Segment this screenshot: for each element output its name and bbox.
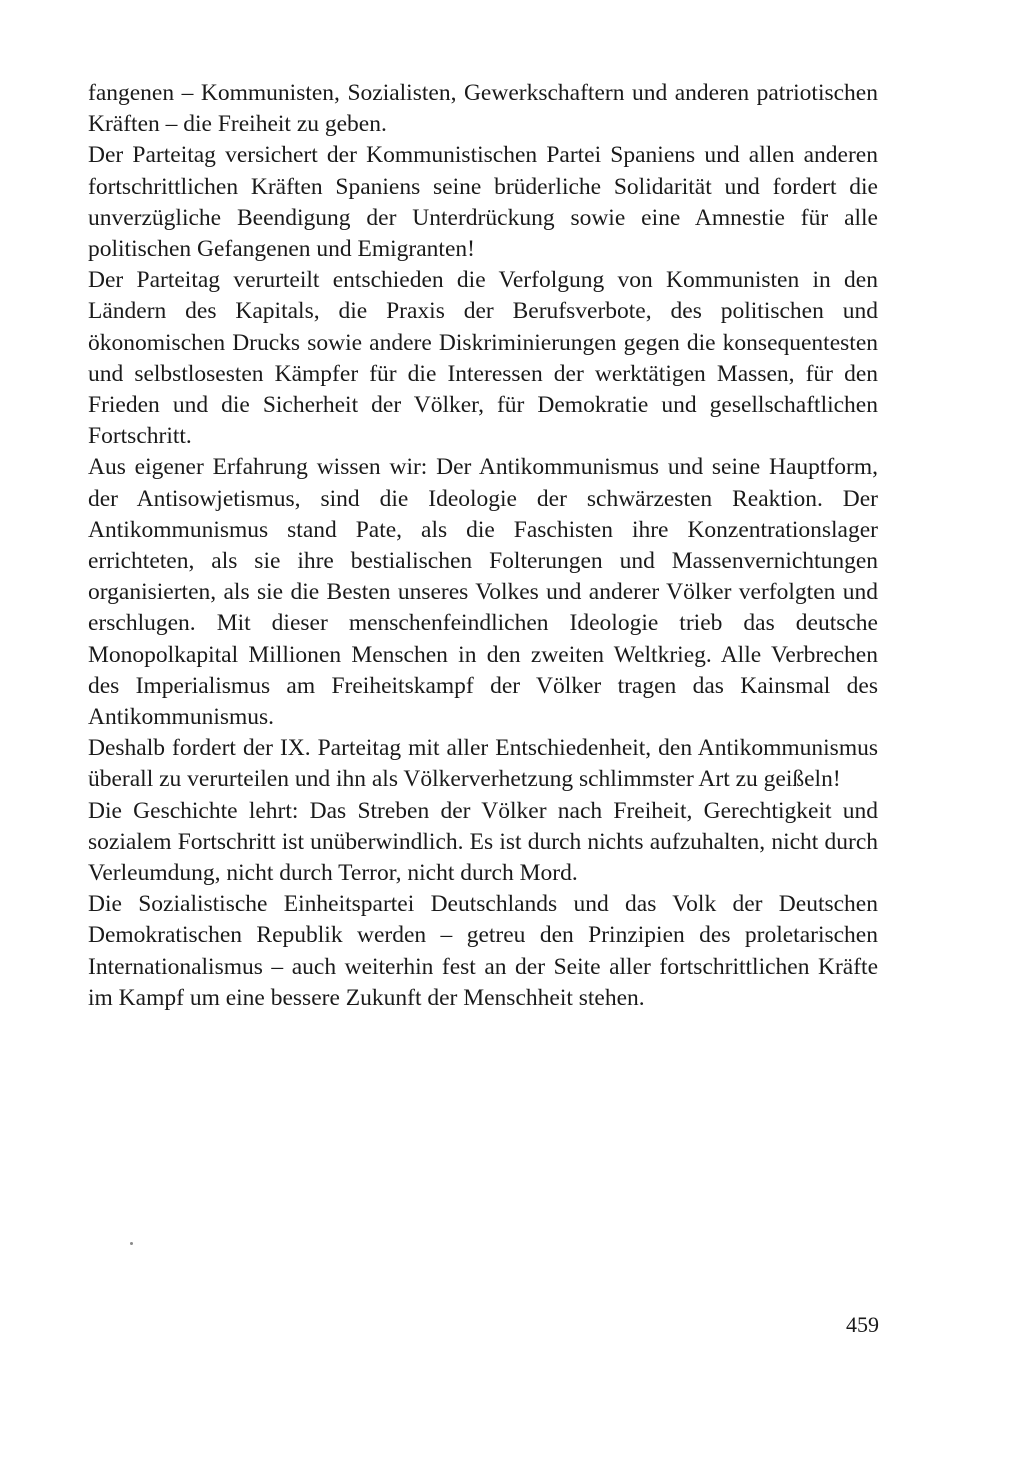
page-number: 459	[846, 1312, 879, 1337]
paragraph-3: Der Parteitag verurteilt entschieden die Verfolgung von Kommunisten in den Ländern des Kapitals, die Praxis der Berufsverbote, des politischen und ökonomischen Drucks sowie andere Diskriminierungen gegen die konsequentesten und selbstlosesten Kämpfer für die Interessen der werktätigen Massen, für den Frieden und die Sicherheit der Völker, für Demokratie und gesellschaftlichen Fortschritt.	[88, 267, 878, 450]
paragraph-5: Deshalb fordert der IX. Parteitag mit aller Entschiedenheit, den Antikommunismus überall zu verurteilen und ihn als Völkerverhetzung schlimmster Art zu geißeln!	[88, 735, 878, 793]
paragraph-1: fangenen – Kommunisten, Sozialisten, Gewerkschaftern und anderen patriotischen Kräften – die Freiheit zu geben.	[88, 80, 878, 138]
paragraph-4: Aus eigener Erfahrung wissen wir: Der Antikommunismus und seine Hauptform, der Antisowjetismus, sind die Ideologie der schwärzesten Reaktion. Der Antikommunismus stand Pate, als die Faschisten ihre Konzentrationslager errichteten, als sie ihre bestialischen Folterungen und Massenvernichtungen organisierten, als sie die Besten unseres Volkes und anderer Völker verfolgten und erschlugen. Mit dieser menschenfeindlichen Ideologie trieb das deutsche Monopolkapital Millionen Menschen in den zweiten Weltkrieg. Alle Verbrechen des Imperialismus am Freiheitskampf der Völker tragen das Kainsmal des Antikommunismus.	[88, 454, 878, 731]
paragraph-2: Der Parteitag versichert der Kommunistischen Partei Spaniens und allen anderen fortschrittlichen Kräften Spaniens seine brüderliche Solidarität und fordert die unverzügliche Beendigung der Unterdrückung sowie eine Amnestie für alle politischen Gefangenen und Emigranten!	[88, 142, 878, 263]
paragraph-6: Die Geschichte lehrt: Das Streben der Völker nach Freiheit, Gerechtigkeit und sozialem Fortschritt ist unüberwindlich. Es ist durch nichts aufzuhalten, nicht durch Verleumdung, nicht durch Terror, nicht durch Mord.	[88, 797, 878, 887]
body-text	[88, 78, 878, 1014]
paragraph-7: Die Sozialistische Einheitspartei Deutschlands und das Volk der Deutschen Demokratischen Republik werden – getreu den Prinzipien des proletarischen Internationalismus – auch weiterhin fest an der Seite aller fortschrittlichen Kräfte im Kampf um eine bessere Zukunft der Menschheit stehen.	[88, 891, 878, 1011]
stray-ink-dot	[130, 1242, 133, 1245]
